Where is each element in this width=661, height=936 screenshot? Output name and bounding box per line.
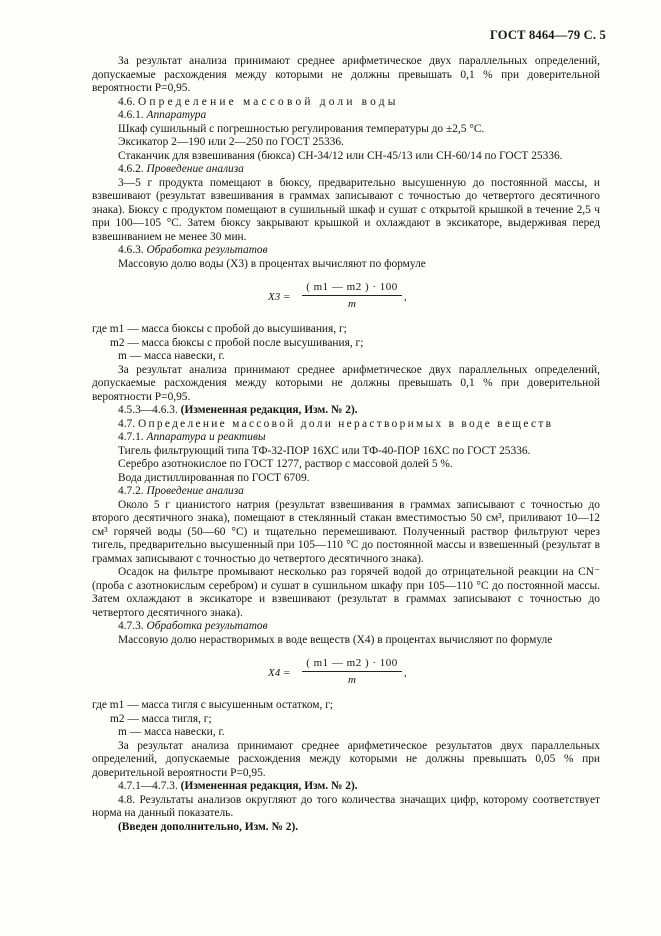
variable-definition: m — масса навески, г. (118, 726, 225, 738)
formula-denominator: m (348, 298, 356, 310)
subsection-title: Проведение анализа (146, 163, 244, 175)
subsection-heading (92, 163, 600, 177)
variable-definition: m — масса навески, г. (118, 350, 225, 362)
section-heading (92, 418, 600, 432)
formula-water (92, 279, 600, 317)
subsection-title: Аппаратура и реактивы (146, 431, 266, 443)
subsection-number: 4.6.1. (118, 109, 144, 121)
variable-definition: где m1 — масса бюксы с пробой до высушивания, г; (92, 323, 347, 335)
subsection-title: Обработка результатов (146, 620, 268, 632)
paragraph: За результат анализа принимают среднее арифметическое результатов двух параллельных определений, допускаемые расхождения между которыми не должны превышать 0,05 % при доверительной вероятности P=0,95. (92, 739, 600, 779)
subsection-title: Обработка результатов (146, 244, 268, 256)
revision-range: 4.7.1—4.7.3. (118, 780, 178, 792)
paragraph: Осадок на фильтре промывают несколько раз горячей водой до отрицательной реакции на CN⁻ (проба с азотнокислым серебром) и сушат в сушильном шкафу при 105—110 °С до постоянной массы. Затем охлаждают в эксикаторе и взвешивают (результат в граммах записывают с точностью до четвертого десятичного знака). (92, 566, 600, 619)
paragraph: 4.8. Результаты анализов округляют до того количества значащих цифр, которому соответствует норма на данный показатель. (92, 793, 600, 819)
paragraph: Массовую долю нерастворимых в воде веществ (X4) в процентах вычисляют по формуле (118, 633, 553, 646)
subsection-number: 4.6.3. (118, 244, 144, 256)
revision-note: (Введен дополнительно, Изм. № 2). (118, 820, 299, 833)
revision-note (92, 780, 600, 794)
section-number: 4.7. (118, 417, 136, 430)
subsection-title: Проведение анализа (146, 485, 244, 497)
subsection-heading (92, 244, 600, 258)
formula-lhs: X3 = (268, 291, 291, 303)
subsection-number: 4.7.1. (118, 431, 144, 443)
section-title: Определение массовой доли воды (137, 95, 399, 108)
subsection-heading (92, 620, 600, 634)
fraction-bar (302, 671, 402, 672)
list-item: Эксикатор 2—190 или 2—250 по ГОСТ 25336. (118, 136, 344, 148)
paragraph: 3—5 г продукта помещают в бюксу, предварительно высушенную до постоянной массы, и взвешивают (результат взвешивания в граммах записывают с точностью до четвертого десятичного знака). Бюксу с продуктом помещают в сушильный шкаф и сушат с открытой крышкой в течение 2,5 ч при 100—105 °С. Затем бюксу закрывают крышкой и охлаждают в эксикаторе, выдерживая перед взвешиванием не менее 30 мин. (92, 176, 600, 243)
formula-numerator: ( m1 — m2 ) · 100 (306, 657, 398, 669)
page-header: ГОСТ 8464—79 С. 5 (489, 28, 606, 42)
list-item: Тигель фильтрующий типа ТФ-32-ПОР 16ХС или ТФ-40-ПОР 16ХС по ГОСТ 25336. (118, 444, 531, 457)
subsection-heading (92, 109, 600, 123)
formula-insoluble (92, 655, 600, 693)
variable-definition: m2 — масса бюксы с пробой после высушивания, г; (110, 336, 364, 349)
formula-comma: , (404, 291, 407, 303)
section-heading (92, 96, 600, 110)
subsection-heading (92, 431, 600, 445)
subsection-number: 4.6.2. (118, 163, 144, 175)
fraction-bar (302, 295, 402, 296)
paragraph: Около 5 г цианистого натрия (результат взвешивания в граммах записывают с точностью до второго десятичного знака), помещают в стеклянный стакан вместимостью 50 см³, приливают 10—12 см³ горячей воды (50—60 °С) и тщательно перемешивают. Полученный раствор фильтруют через тигель, предварительно высушенный при 105—110 °С до постоянной массы и взвешенный (результат в граммах записывают с точностью до четвертого десятичного знака). (92, 498, 600, 565)
document-body (92, 55, 600, 834)
section-number: 4.6. (118, 95, 136, 108)
variable-definition: m2 — масса тигля, г; (110, 712, 212, 725)
list-item: Вода дистиллированная по ГОСТ 6709. (118, 471, 310, 484)
formula-comma: , (404, 667, 407, 679)
formula-denominator: m (348, 674, 356, 686)
formula-numerator: ( m1 — m2 ) · 100 (306, 281, 398, 293)
paragraph: За результат анализа принимают среднее арифметическое двух параллельных определений, допускаемые расхождения между которыми не должны превышать 0,1 % при доверительной вероятности P=0,95. (92, 363, 600, 403)
list-item: Стаканчик для взвешивания (бюкса) СН-34/12 или СН-45/13 или СН-60/14 по ГОСТ 25336. (118, 149, 563, 162)
subsection-heading (92, 485, 600, 499)
revision-label: (Измененная редакция, Изм. № 2). (180, 404, 358, 416)
paragraph: За результат анализа принимают среднее арифметическое двух параллельных определений, допускаемые расхождения между которыми не должны превышать 0,1 % при доверительной вероятности P=0,95. (92, 55, 600, 94)
list-item: Шкаф сушильный с погрешностью регулирования температуры до ±2,5 °С. (118, 122, 485, 135)
revision-label: (Измененная редакция, Изм. № 2). (180, 780, 358, 792)
subsection-number: 4.7.2. (118, 485, 144, 497)
paragraph: Массовую долю воды (X3) в процентах вычисляют по формуле (118, 257, 426, 270)
section-title: Определение массовой доли нерастворимых в воде веществ (137, 417, 554, 430)
variable-definition: где m1 — масса тигля с высушенным остатком, г; (92, 699, 334, 711)
list-item: Серебро азотнокислое по ГОСТ 1277, раствор с массовой долей 5 %. (118, 458, 453, 470)
subsection-number: 4.7.3. (118, 620, 144, 632)
formula-lhs: X4 = (268, 667, 291, 679)
subsection-title: Аппаратура (146, 109, 207, 121)
revision-note (92, 404, 600, 418)
revision-range: 4.5.3—4.6.3. (118, 404, 178, 416)
